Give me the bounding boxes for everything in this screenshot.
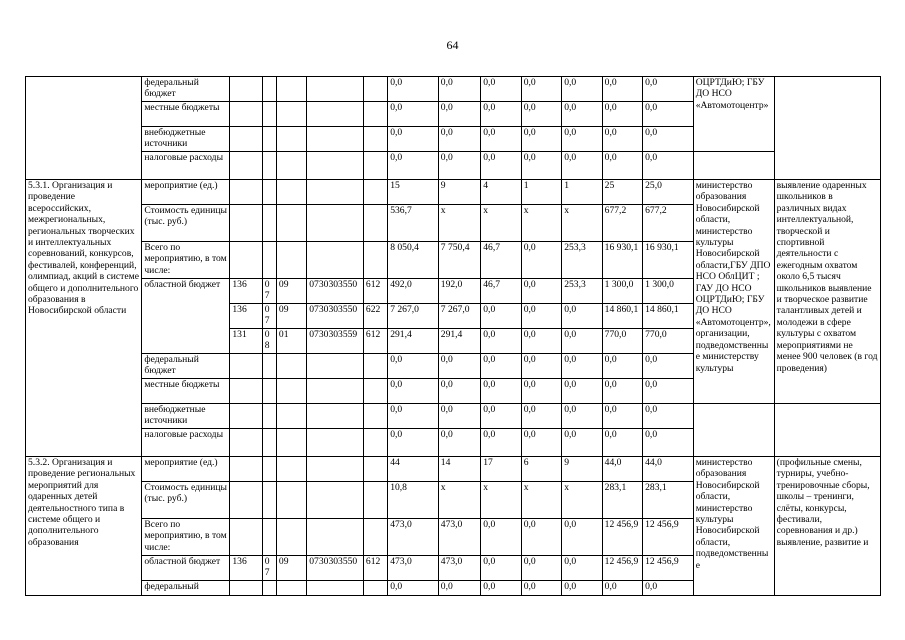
value-cell: 283,1 — [643, 482, 694, 519]
value-cell: 14 860,1 — [643, 304, 694, 329]
code-vr-cell: 622 — [363, 304, 387, 329]
budget-code-cell — [230, 152, 262, 180]
budget-code-cell — [262, 482, 276, 519]
value-cell: 0,0 — [481, 581, 521, 596]
value-cell: 0,0 — [438, 404, 480, 429]
budget-code-cell — [363, 152, 387, 180]
value-cell: 0,0 — [521, 152, 561, 180]
executors-cell — [693, 404, 774, 457]
value-cell: 677,2 — [643, 205, 694, 242]
value-cell: 0,0 — [481, 404, 521, 429]
budget-code-cell — [307, 242, 364, 279]
value-cell: 0,0 — [521, 304, 561, 329]
value-cell: 7 267,0 — [438, 304, 480, 329]
budget-code-cell — [262, 152, 276, 180]
table-row — [26, 404, 881, 429]
budget-code-cell — [363, 127, 387, 152]
value-cell: x — [562, 482, 602, 519]
program-activities-table — [25, 76, 881, 596]
row-label: федеральный бюджет — [142, 77, 230, 102]
table-row — [26, 180, 881, 205]
budget-code-cell — [363, 404, 387, 429]
budget-code-cell — [363, 102, 387, 127]
activity-title-cell: 5.3.2. Организация и проведение региональных мероприятий для одаренных детей деятельностного типа в системе общего и дополнительного образования — [26, 457, 142, 596]
budget-code-cell — [230, 77, 262, 102]
value-cell: 1 300,0 — [643, 279, 694, 304]
code-vr-cell: 612 — [363, 329, 387, 354]
value-cell: 0,0 — [521, 242, 561, 279]
value-cell: 253,3 — [562, 242, 602, 279]
value-cell: 0,0 — [602, 152, 642, 180]
value-cell: 0,0 — [643, 152, 694, 180]
value-cell: 291,4 — [388, 329, 439, 354]
value-cell: 291,4 — [438, 329, 480, 354]
value-cell: 0,0 — [562, 304, 602, 329]
row-label: мероприятие (ед.) — [142, 457, 230, 482]
code-pr-cell: 09 — [276, 279, 306, 304]
budget-code-cell — [363, 354, 387, 379]
value-cell: 0,0 — [602, 102, 642, 127]
budget-code-cell — [276, 519, 306, 556]
value-cell: 473,0 — [388, 519, 439, 556]
page-number: 64 — [446, 38, 459, 52]
budget-code-cell — [276, 77, 306, 102]
value-cell: 473,0 — [438, 519, 480, 556]
row-label: внебюджетные источники — [142, 404, 230, 429]
value-cell: x — [481, 482, 521, 519]
value-cell: 0,0 — [481, 519, 521, 556]
budget-code-cell — [262, 354, 276, 379]
budget-code-cell — [276, 429, 306, 457]
budget-code-cell — [262, 242, 276, 279]
budget-code-cell — [307, 429, 364, 457]
budget-code-cell — [307, 519, 364, 556]
value-cell: 0,0 — [438, 379, 480, 404]
value-cell: x — [521, 205, 561, 242]
value-cell: 0,0 — [521, 429, 561, 457]
code-csr-cell: 0730303550 — [307, 556, 364, 581]
value-cell: 0,0 — [562, 519, 602, 556]
value-cell: 0,0 — [388, 127, 439, 152]
value-cell: 25,0 — [643, 180, 694, 205]
code-rz-cell: 07 — [262, 556, 276, 581]
budget-code-cell — [307, 581, 364, 596]
value-cell: 0,0 — [521, 556, 561, 581]
budget-code-cell — [276, 457, 306, 482]
value-cell: 0,0 — [521, 519, 561, 556]
value-cell: 0,0 — [521, 77, 561, 102]
value-cell: 0,0 — [438, 152, 480, 180]
budget-code-cell — [262, 102, 276, 127]
value-cell: 14 860,1 — [602, 304, 642, 329]
row-label: внебюджетные источники — [142, 127, 230, 152]
code-vr-cell: 612 — [363, 279, 387, 304]
budget-code-cell — [307, 404, 364, 429]
value-cell: 15 — [388, 180, 439, 205]
code-rz-cell: 07 — [262, 304, 276, 329]
result-cell — [774, 404, 880, 457]
value-cell: 0,0 — [481, 379, 521, 404]
budget-code-cell — [230, 127, 262, 152]
value-cell: 0,0 — [521, 329, 561, 354]
value-cell: 473,0 — [388, 556, 439, 581]
value-cell: 0,0 — [562, 556, 602, 581]
value-cell: 0,0 — [481, 304, 521, 329]
value-cell: 536,7 — [388, 205, 439, 242]
value-cell: 0,0 — [521, 404, 561, 429]
value-cell: 283,1 — [602, 482, 642, 519]
row-label: федеральный — [142, 581, 230, 596]
code-pr-cell: 01 — [276, 329, 306, 354]
value-cell: 0,0 — [643, 127, 694, 152]
value-cell: 6 — [521, 457, 561, 482]
budget-code-cell — [307, 152, 364, 180]
value-cell: 0,0 — [388, 77, 439, 102]
value-cell: 0,0 — [643, 77, 694, 102]
value-cell: 17 — [481, 457, 521, 482]
budget-code-cell — [276, 379, 306, 404]
budget-code-cell — [262, 404, 276, 429]
value-cell: 0,0 — [481, 429, 521, 457]
value-cell: 770,0 — [602, 329, 642, 354]
code-csr-cell: 0730303559 — [307, 329, 364, 354]
value-cell: 0,0 — [643, 581, 694, 596]
value-cell: 46,7 — [481, 242, 521, 279]
budget-code-cell — [276, 482, 306, 519]
table-row — [26, 152, 881, 180]
activity-title-cell: 5.3.1. Организация и проведение всероссийских, межрегиональных, региональных творческих и интеллектуальных соревнований, конкурсов, фестивалей, конференций, олимпиад, акций в системе общего и дополнительного образования в Новосибирской области — [26, 180, 142, 457]
value-cell: 253,3 — [562, 279, 602, 304]
value-cell: 16 930,1 — [643, 242, 694, 279]
value-cell: 0,0 — [643, 404, 694, 429]
budget-code-cell — [262, 519, 276, 556]
row-label: местные бюджеты — [142, 379, 230, 404]
value-cell: 0,0 — [602, 379, 642, 404]
row-label: Стоимость единицы (тыс. руб.) — [142, 482, 230, 519]
value-cell: 16 930,1 — [602, 242, 642, 279]
value-cell: 0,0 — [602, 354, 642, 379]
activity-title-cell — [26, 77, 142, 180]
budget-code-cell — [363, 242, 387, 279]
value-cell: 0,0 — [643, 429, 694, 457]
table-row — [26, 457, 881, 482]
value-cell: 44 — [388, 457, 439, 482]
value-cell: 0,0 — [481, 354, 521, 379]
value-cell: 0,0 — [388, 429, 439, 457]
result-cell: (профильные смены, турниры, учебно-тренировочные сборы, школы – тренинги, слёты, конкурсы, фестивали, соревнования и др.) выявление, развитие и — [774, 457, 880, 596]
value-cell: 0,0 — [602, 127, 642, 152]
budget-code-cell — [262, 581, 276, 596]
budget-code-cell — [262, 429, 276, 457]
value-cell: 0,0 — [562, 581, 602, 596]
value-cell: 0,0 — [438, 127, 480, 152]
budget-code-cell — [307, 77, 364, 102]
code-gr-cell: 136 — [230, 304, 262, 329]
value-cell: 0,0 — [438, 429, 480, 457]
budget-code-cell — [276, 404, 306, 429]
table-row — [26, 77, 881, 102]
value-cell: 0,0 — [562, 379, 602, 404]
value-cell: 0,0 — [388, 379, 439, 404]
value-cell: 12 456,9 — [602, 519, 642, 556]
code-rz-cell: 08 — [262, 329, 276, 354]
code-pr-cell: 09 — [276, 556, 306, 581]
value-cell: 12 456,9 — [643, 519, 694, 556]
budget-code-cell — [363, 581, 387, 596]
budget-code-cell — [230, 354, 262, 379]
budget-code-cell — [276, 180, 306, 205]
budget-code-cell — [307, 102, 364, 127]
value-cell: 0,0 — [643, 379, 694, 404]
value-cell: 12 456,9 — [602, 556, 642, 581]
row-label: Стоимость единицы (тыс. руб.) — [142, 205, 230, 242]
value-cell: 492,0 — [388, 279, 439, 304]
budget-code-cell — [262, 180, 276, 205]
row-label: областной бюджет — [142, 279, 230, 354]
value-cell: 0,0 — [521, 581, 561, 596]
budget-code-cell — [276, 205, 306, 242]
value-cell: 0,0 — [602, 77, 642, 102]
value-cell: 0,0 — [388, 152, 439, 180]
budget-code-cell — [363, 379, 387, 404]
value-cell: 0,0 — [562, 152, 602, 180]
value-cell: 1 — [562, 180, 602, 205]
value-cell: 7 750,4 — [438, 242, 480, 279]
executors-cell: министерство образования Новосибирской области, министерство культуры Новосибирской области,ГБУ ДПО НСО ОблЦИТ ; ГАУ ДО НСО ОЦРТДиЮ; ГБУ ДО НСО «Автомотоцентр», организации, подведомственные министерству культуры — [693, 180, 774, 404]
value-cell: 9 — [562, 457, 602, 482]
budget-code-cell — [230, 429, 262, 457]
value-cell: 44,0 — [602, 457, 642, 482]
code-gr-cell: 136 — [230, 556, 262, 581]
value-cell: 12 456,9 — [643, 556, 694, 581]
budget-code-cell — [276, 102, 306, 127]
budget-code-cell — [276, 242, 306, 279]
value-cell: 0,0 — [562, 429, 602, 457]
value-cell: 9 — [438, 180, 480, 205]
value-cell: 0,0 — [481, 556, 521, 581]
code-vr-cell: 612 — [363, 556, 387, 581]
budget-code-cell — [230, 457, 262, 482]
value-cell: 0,0 — [562, 354, 602, 379]
row-label: мероприятие (ед.) — [142, 180, 230, 205]
budget-code-cell — [262, 127, 276, 152]
value-cell: 0,0 — [481, 77, 521, 102]
value-cell: 8 050,4 — [388, 242, 439, 279]
code-csr-cell: 0730303550 — [307, 304, 364, 329]
budget-code-cell — [363, 429, 387, 457]
value-cell: 14 — [438, 457, 480, 482]
value-cell: 0,0 — [481, 152, 521, 180]
value-cell: 46,7 — [481, 279, 521, 304]
value-cell: 0,0 — [562, 77, 602, 102]
value-cell: 192,0 — [438, 279, 480, 304]
row-label: областной бюджет — [142, 556, 230, 581]
value-cell: 0,0 — [602, 581, 642, 596]
value-cell: 44,0 — [643, 457, 694, 482]
value-cell: x — [562, 205, 602, 242]
budget-code-cell — [276, 354, 306, 379]
executors-cell: министерство образования Новосибирской области, министерство культуры Новосибирской области, подведомственные — [693, 457, 774, 596]
value-cell: 0,0 — [602, 429, 642, 457]
value-cell: 0,0 — [438, 581, 480, 596]
budget-code-cell — [230, 379, 262, 404]
code-pr-cell: 09 — [276, 304, 306, 329]
budget-code-cell — [363, 205, 387, 242]
code-rz-cell: 07 — [262, 279, 276, 304]
value-cell: 0,0 — [521, 379, 561, 404]
value-cell: 0,0 — [388, 581, 439, 596]
budget-code-cell — [230, 404, 262, 429]
value-cell: x — [521, 482, 561, 519]
executors-cell: ОЦРТДиЮ; ГБУ ДО НСО «Автомотоцентр» — [693, 77, 774, 152]
row-label: местные бюджеты — [142, 102, 230, 127]
budget-code-cell — [262, 457, 276, 482]
budget-code-cell — [230, 205, 262, 242]
value-cell: 0,0 — [521, 354, 561, 379]
value-cell: 0,0 — [388, 404, 439, 429]
value-cell: 0,0 — [643, 354, 694, 379]
value-cell: 0,0 — [562, 127, 602, 152]
code-gr-cell: 131 — [230, 329, 262, 354]
value-cell: 0,0 — [521, 102, 561, 127]
budget-code-cell — [307, 457, 364, 482]
value-cell: 0,0 — [562, 404, 602, 429]
budget-code-cell — [276, 127, 306, 152]
budget-code-cell — [363, 482, 387, 519]
value-cell: 0,0 — [521, 127, 561, 152]
budget-code-cell — [307, 127, 364, 152]
budget-code-cell — [230, 519, 262, 556]
budget-code-cell — [276, 581, 306, 596]
value-cell: 0,0 — [643, 102, 694, 127]
value-cell: 1 300,0 — [602, 279, 642, 304]
executors-cell — [693, 152, 774, 180]
budget-code-cell — [262, 205, 276, 242]
row-label: федеральный бюджет — [142, 354, 230, 379]
value-cell: 0,0 — [521, 279, 561, 304]
budget-code-cell — [230, 242, 262, 279]
value-cell: 0,0 — [438, 354, 480, 379]
result-cell: выявление одаренных школьников в различных видах интеллектуальной, творческой и спортивной деятельности с ежегодным охватом около 6,5 тысяч школьников выявление и творческое развитие талантливых детей и молодежи в сфере культуры с охватом мероприятиями не менее 900 человек (в год проведения) — [774, 180, 880, 404]
budget-code-cell — [363, 457, 387, 482]
value-cell: 0,0 — [562, 329, 602, 354]
budget-code-cell — [363, 519, 387, 556]
value-cell: 0,0 — [438, 77, 480, 102]
row-label: налоговые расходы — [142, 152, 230, 180]
value-cell: x — [481, 205, 521, 242]
code-csr-cell: 0730303550 — [307, 279, 364, 304]
value-cell: 0,0 — [481, 329, 521, 354]
result-cell — [774, 77, 880, 180]
value-cell: 0,0 — [481, 102, 521, 127]
budget-code-cell — [307, 379, 364, 404]
budget-code-cell — [230, 102, 262, 127]
value-cell: 473,0 — [438, 556, 480, 581]
value-cell: 25 — [602, 180, 642, 205]
row-label: налоговые расходы — [142, 429, 230, 457]
value-cell: 770,0 — [643, 329, 694, 354]
budget-code-cell — [363, 180, 387, 205]
budget-code-cell — [363, 77, 387, 102]
budget-code-cell — [262, 77, 276, 102]
value-cell: 0,0 — [562, 102, 602, 127]
row-label: Всего по мероприятию, в том числе: — [142, 519, 230, 556]
budget-code-cell — [307, 180, 364, 205]
value-cell: 0,0 — [388, 102, 439, 127]
budget-code-cell — [230, 482, 262, 519]
budget-code-cell — [276, 152, 306, 180]
budget-code-cell — [307, 482, 364, 519]
value-cell: x — [438, 205, 480, 242]
value-cell: 0,0 — [438, 102, 480, 127]
value-cell: 0,0 — [481, 127, 521, 152]
budget-code-cell — [262, 379, 276, 404]
value-cell: 4 — [481, 180, 521, 205]
budget-code-cell — [307, 354, 364, 379]
code-gr-cell: 136 — [230, 279, 262, 304]
value-cell: 10,8 — [388, 482, 439, 519]
value-cell: x — [438, 482, 480, 519]
budget-code-cell — [230, 581, 262, 596]
value-cell: 7 267,0 — [388, 304, 439, 329]
row-label: Всего по мероприятию, в том числе: — [142, 242, 230, 279]
value-cell: 0,0 — [388, 354, 439, 379]
value-cell: 0,0 — [602, 404, 642, 429]
budget-code-cell — [230, 180, 262, 205]
value-cell: 1 — [521, 180, 561, 205]
value-cell: 677,2 — [602, 205, 642, 242]
budget-code-cell — [307, 205, 364, 242]
